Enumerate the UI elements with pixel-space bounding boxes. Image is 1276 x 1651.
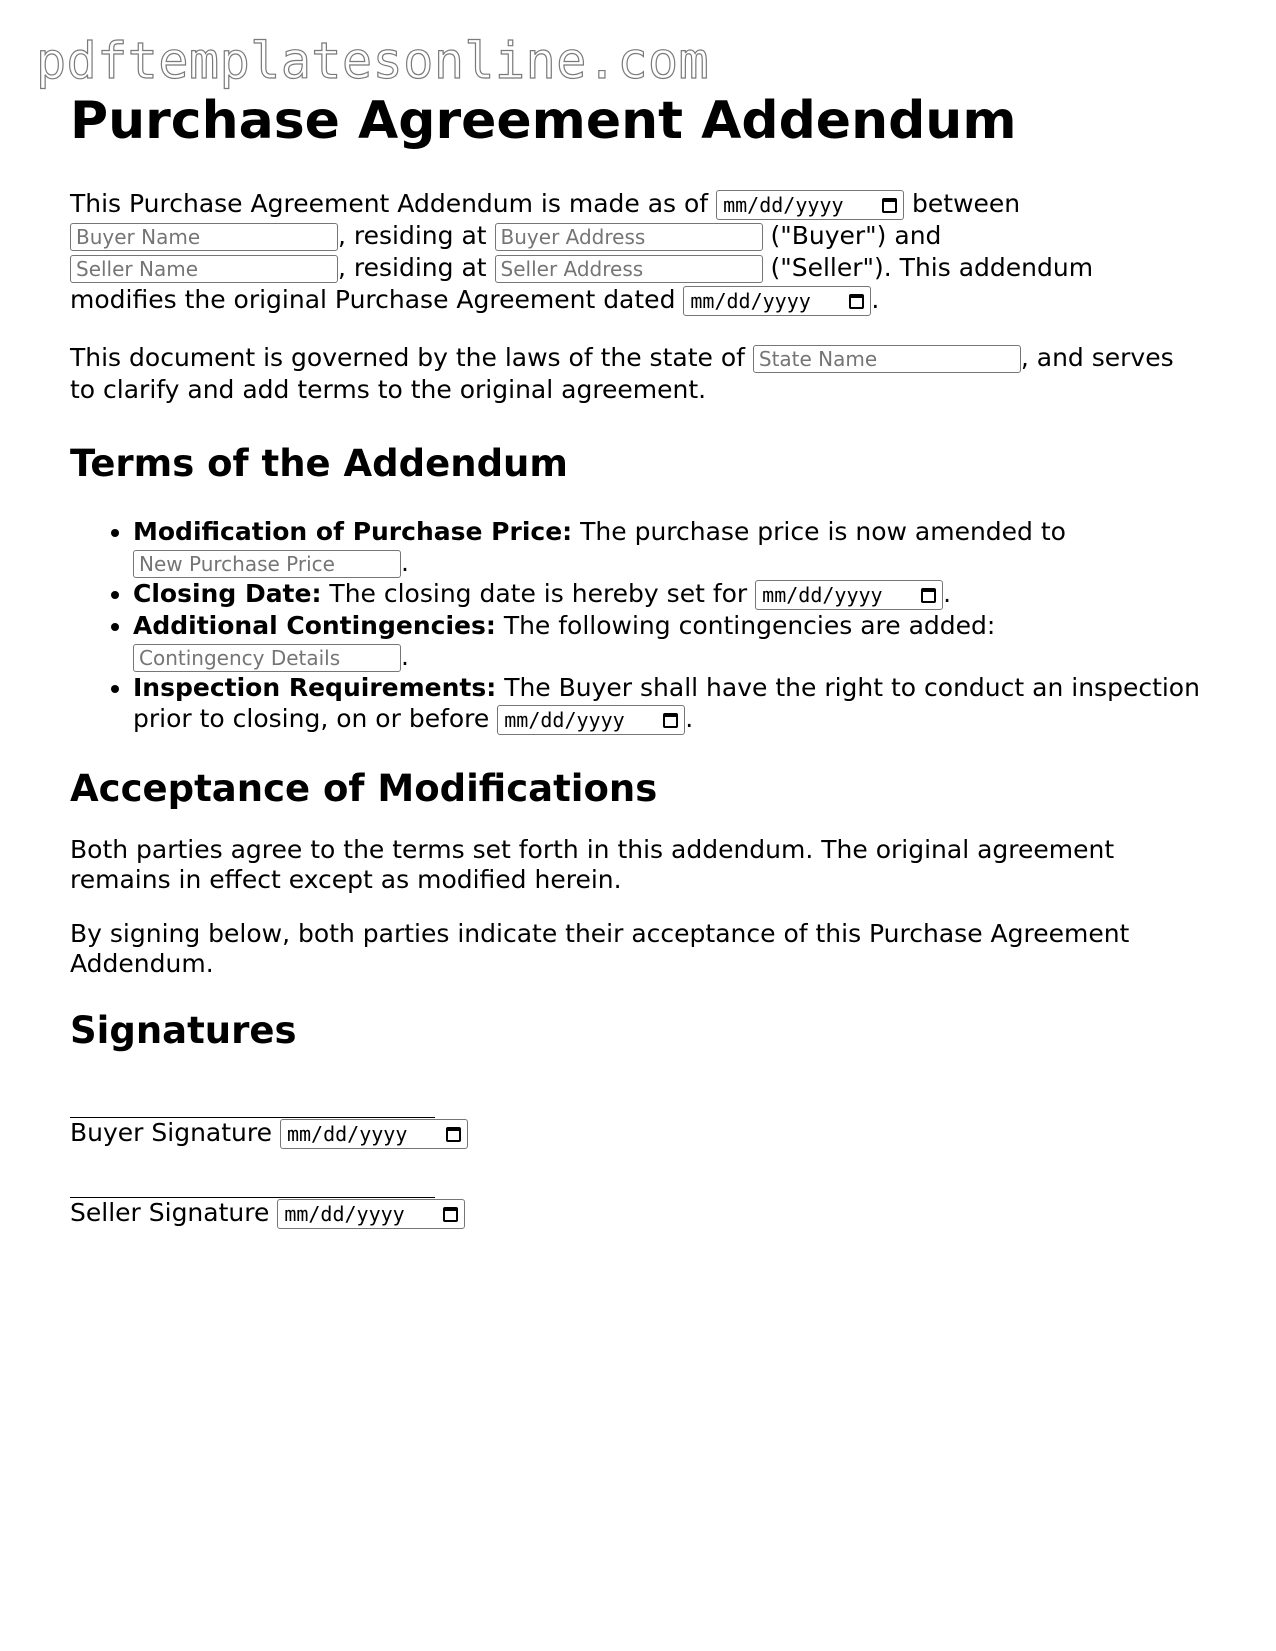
date-format-text: mm/dd/yyyy (284, 1202, 405, 1226)
calendar-icon[interactable] (882, 198, 897, 213)
term-text: The following contingencies are added: (503, 611, 996, 640)
intro-text-4: ("Buyer") and (770, 221, 942, 250)
intro-text-7: . (871, 285, 880, 314)
term-end: . (943, 579, 952, 608)
buyer-signature-label: Buyer Signature (70, 1118, 273, 1147)
buyer-signature-block (70, 1091, 1200, 1149)
new-purchase-price-input[interactable] (133, 550, 401, 578)
term-end: . (685, 704, 694, 733)
calendar-icon[interactable] (849, 294, 864, 309)
watermark: pdftemplatesonline.com (36, 32, 710, 90)
contingency-details-input[interactable] (133, 644, 401, 672)
date-format-text: mm/dd/yyyy (762, 582, 883, 607)
inspection-date-input[interactable] (497, 705, 685, 735)
original-agreement-date-input[interactable] (683, 286, 871, 316)
buyer-name-input[interactable] (70, 223, 338, 251)
agreement-date-input[interactable] (716, 190, 904, 220)
signatures-heading: Signatures (70, 1009, 297, 1052)
law-paragraph (70, 342, 1200, 406)
terms-list (70, 516, 1200, 735)
seller-address-input[interactable] (495, 255, 763, 283)
law-text-2: , and serves to clarify and add terms to the original agreement. (70, 343, 1174, 404)
terms-heading: Terms of the Addendum (70, 442, 568, 485)
calendar-icon[interactable] (921, 588, 936, 603)
term-label: Additional Contingencies: (133, 611, 496, 640)
intro-paragraph (70, 188, 1200, 316)
seller-signature-label: Seller Signature (70, 1198, 270, 1227)
term-text: The Buyer shall have the right to conduct an inspection prior to closing, on or before (133, 673, 1200, 733)
term-text: The purchase price is now amended to (580, 517, 1066, 546)
intro-text-3: , residing at (338, 221, 487, 250)
term-label: Inspection Requirements: (133, 673, 497, 702)
term-end: . (401, 548, 409, 577)
term-text: The closing date is hereby set for (329, 579, 748, 608)
acceptance-paragraph-1: Both parties agree to the terms set forth in this addendum. The original agreement remains in effect except as modified herein. (70, 835, 1115, 894)
term-label: Closing Date: (133, 579, 322, 608)
page-title: Purchase Agreement Addendum (70, 91, 1017, 151)
buyer-signature-date-input[interactable] (280, 1119, 468, 1149)
intro-text-6: ("Seller"). This addendum modifies the original Purchase Agreement dated (70, 253, 1094, 314)
acceptance-paragraph-2: By signing below, both parties indicate their acceptance of this Purchase Agreement Addendum. (70, 919, 1130, 978)
date-format-text: mm/dd/yyyy (286, 1122, 408, 1146)
term-inspection (133, 672, 1200, 735)
term-end: . (401, 642, 409, 671)
law-text-1: This document is governed by the laws of the state of (70, 343, 745, 372)
buyer-signature-line[interactable] (70, 1091, 435, 1118)
intro-text-1: This Purchase Agreement Addendum is made as of (70, 189, 709, 218)
buyer-address-input[interactable] (495, 223, 763, 251)
state-name-input[interactable] (753, 345, 1021, 373)
date-format-text: mm/dd/yyyy (504, 707, 625, 732)
seller-signature-block (70, 1171, 1200, 1229)
seller-name-input[interactable] (70, 255, 338, 283)
calendar-icon[interactable] (446, 1127, 461, 1142)
seller-signature-line[interactable] (70, 1171, 435, 1198)
intro-text-5: , residing at (338, 253, 487, 282)
term-closing-date (133, 578, 1200, 610)
date-format-text: mm/dd/yyyy (690, 289, 811, 313)
seller-signature-date-input[interactable] (277, 1199, 465, 1229)
document (70, 86, 1200, 1229)
calendar-icon[interactable] (443, 1207, 458, 1222)
closing-date-input[interactable] (755, 580, 943, 610)
acceptance-heading: Acceptance of Modifications (70, 767, 658, 810)
term-purchase-price (133, 516, 1200, 578)
intro-text-2: between (912, 189, 1021, 218)
term-contingencies (133, 610, 1200, 672)
date-format-text: mm/dd/yyyy (723, 193, 844, 217)
calendar-icon[interactable] (663, 713, 678, 728)
term-label: Modification of Purchase Price: (133, 517, 573, 546)
